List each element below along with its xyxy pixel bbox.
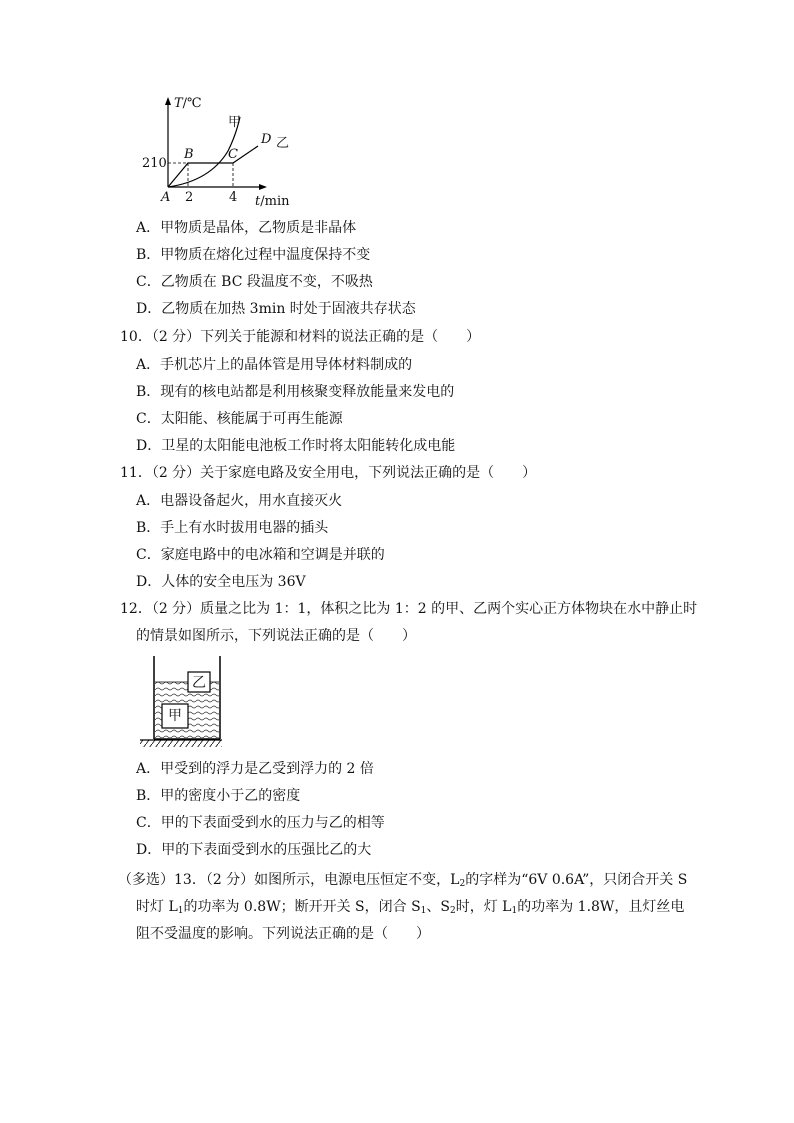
curve-yi <box>168 146 258 187</box>
q10-stem: 10．（2 分）下列关于能源和材料的说法正确的是（ ） <box>120 329 481 345</box>
q11-option-a: A．电器设备起火，用水直接灭火 <box>136 493 343 509</box>
q12-stem-line2: 的情景如图所示，下列说法正确的是（ ） <box>136 628 416 644</box>
x-axis-label: t/min <box>255 194 290 209</box>
water-container-figure <box>140 656 230 748</box>
q10-option-a: A．手机芯片上的晶体管是用导体材料制成的 <box>136 357 413 373</box>
q13-stem-line3: 阻不受温度的影响。下列说法正确的是（ ） <box>136 926 430 942</box>
q11-stem: 11．（2 分）关于家庭电路及安全用电，下列说法正确的是（ ） <box>120 465 537 481</box>
q9-option-a: A．甲物质是晶体，乙物质是非晶体 <box>136 220 357 236</box>
point-label-a: A <box>161 190 171 205</box>
q9-option-b: B．甲物质在熔化过程中温度保持不变 <box>136 247 371 263</box>
q12-option-d: D．甲的下表面受到水的压强比乙的大 <box>136 842 372 858</box>
q12-option-b: B．甲的密度小于乙的密度 <box>136 788 301 804</box>
point-label-c: C <box>228 147 238 162</box>
container-svg <box>140 656 230 748</box>
q11-option-d: D．人体的安全电压为 36V <box>136 574 306 590</box>
q10-option-d: D．卫星的太阳能电池板工作时将太阳能转化成电能 <box>136 438 456 454</box>
y-tick-210: 210 <box>142 156 167 171</box>
q12-option-c: C．甲的下表面受到水的压力与乙的相等 <box>136 815 385 831</box>
temperature-time-graph <box>140 95 300 215</box>
curve-label-jia: 甲 <box>228 115 242 130</box>
q13-stem-line1: （多选）13．（2 分）如图所示，电源电压恒定不变，$L_2$的字样为“6V 0.6A”，只闭合开关 S <box>118 872 688 889</box>
block-jia-label: 甲 <box>168 708 182 724</box>
q9-option-c: C．乙物质在 BC 段温度不变，不吸热 <box>136 274 373 290</box>
q11-option-b: B．手上有水时拔用电器的插头 <box>136 520 329 536</box>
x-tick-2: 2 <box>185 190 194 205</box>
x-axis-arrow <box>259 184 267 190</box>
q10-option-c: C．太阳能、核能属于可再生能源 <box>136 411 343 427</box>
y-axis-arrow <box>165 97 171 105</box>
q13-stem-line2: 时灯 $L_1$的功率为 0.8W；断开开关 S，闭合 $S_1$、$S_2$时，灯 $L_1$的功率为 1.8W，且灯丝电 <box>136 899 685 916</box>
y-axis-label: T/℃ <box>174 96 202 111</box>
q10-option-b: B．现有的核电站都是利用核聚变释放能量来发电的 <box>136 384 455 400</box>
point-label-b: B <box>184 147 194 162</box>
curve-label-yi: 乙 <box>276 136 290 151</box>
q12-stem-line1: 12．（2 分）质量之比为 1：1，体积之比为 1：2 的甲、乙两个实心正方体物块在水中静止时 <box>120 601 698 617</box>
q9-option-d: D．乙物质在加热 3min 时处于固液共存状态 <box>136 301 416 317</box>
q11-option-c: C．家庭电路中的电冰箱和空调是并联的 <box>136 547 385 563</box>
x-tick-4: 4 <box>229 190 238 205</box>
q12-option-a: A．甲受到的浮力是乙受到浮力的 2 倍 <box>136 761 374 777</box>
block-yi-label: 乙 <box>192 675 206 691</box>
point-label-d: D <box>261 132 272 147</box>
ground-hatch <box>140 740 222 747</box>
